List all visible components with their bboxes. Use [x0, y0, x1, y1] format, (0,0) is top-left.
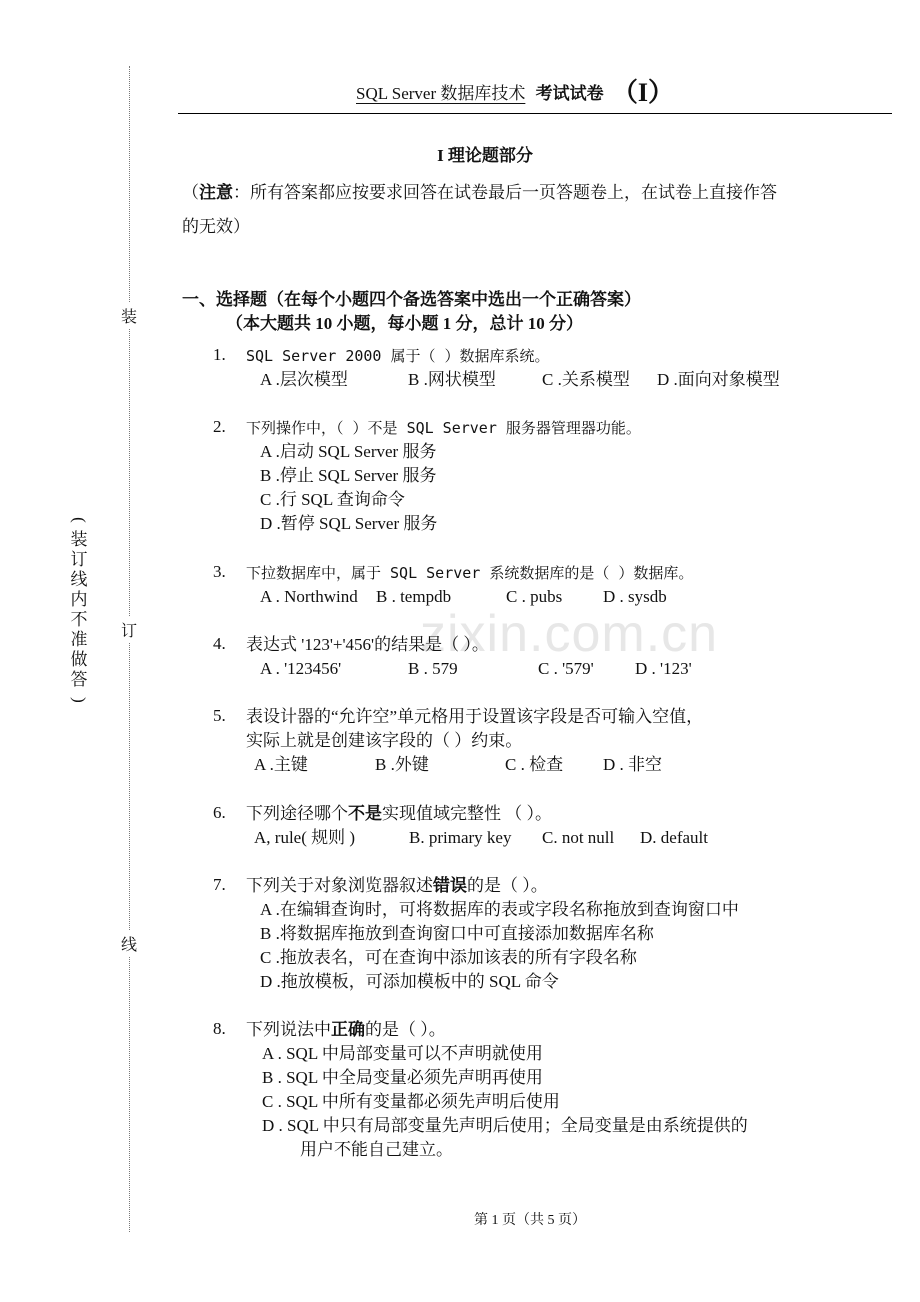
- option: C . '579': [538, 659, 594, 678]
- option: B .外键: [375, 755, 429, 774]
- question-stem: 表设计器的“允许空”单元格用于设置该字段是否可输入空值，: [246, 707, 704, 726]
- binding-char-zhuang: 装: [121, 302, 137, 329]
- option: C . 检查: [505, 755, 564, 774]
- binding-note-char: ): [70, 697, 89, 703]
- option: A . SQL 中局部变量可以不声明就使用: [262, 1044, 543, 1063]
- header-rule: [178, 113, 892, 114]
- question-number: 7.: [213, 875, 226, 894]
- option: A .主键: [254, 755, 308, 774]
- part-heading: 一、选择题（在每个小题四个备选答案中选出一个正确答案）: [182, 290, 641, 309]
- exam-number: （I）: [611, 78, 674, 107]
- binding-note-char: 装: [70, 530, 88, 549]
- option: C . SQL 中所有变量都必须先声明后使用: [262, 1092, 560, 1111]
- notice-label: 注意: [199, 183, 233, 202]
- option: C .关系模型: [542, 370, 630, 389]
- section-title: I 理论题部分: [437, 146, 533, 165]
- notice-open: （: [182, 183, 199, 202]
- binding-note: [69, 510, 89, 710]
- stem-emphasis: 正确: [331, 1020, 365, 1039]
- question-number: 4.: [213, 634, 226, 653]
- option: C .拖放表名，可在查询中添加该表的所有字段名称: [260, 948, 637, 967]
- binding-note-char: 不: [70, 610, 88, 629]
- option: D . 非空: [603, 755, 663, 774]
- option: D . SQL 中只有局部变量先声明后使用；全局变量是由系统提供的: [262, 1116, 748, 1135]
- binding-note-char: 内: [70, 590, 88, 609]
- question-stem: [246, 1019, 446, 1041]
- option: B . tempdb: [376, 587, 452, 606]
- question-number: 8.: [213, 1019, 226, 1038]
- option: D. default: [640, 828, 708, 847]
- exam-header: [356, 72, 674, 109]
- question-number: 2.: [213, 417, 226, 436]
- stem-part: 下列途径哪个: [246, 804, 348, 823]
- option: C. not null: [542, 828, 615, 847]
- binding-note-char: 准: [70, 630, 88, 649]
- option-cont: 用户不能自己建立。: [300, 1140, 453, 1159]
- question-number: 1.: [213, 345, 226, 364]
- course-name: SQL Server 数据库技术: [356, 84, 526, 103]
- binding-note-char: 答: [70, 670, 88, 689]
- question-stem: [246, 803, 552, 825]
- question-stem: 下拉数据库中，属于 SQL Server 系统数据库的是（ ）数据库。: [246, 564, 694, 582]
- notice: [182, 176, 782, 244]
- option: B .网状模型: [408, 370, 496, 389]
- question-stem-cont: 实际上就是创建该字段的（ ）约束。: [246, 731, 523, 750]
- binding-char-ding: 订: [121, 616, 137, 643]
- stem-emphasis: 不是: [348, 804, 382, 823]
- question-stem: SQL Server 2000 属于（ ）数据库系统。: [246, 347, 550, 365]
- binding-note-char: 做: [70, 650, 88, 669]
- binding-note-char: 订: [70, 550, 88, 569]
- option: D .拖放模板，可添加模板中的 SQL 命令: [260, 972, 559, 991]
- option: B .停止 SQL Server 服务: [260, 466, 437, 485]
- option: C .行 SQL 查询命令: [260, 490, 405, 509]
- binding-note-char: 线: [70, 570, 88, 589]
- option: B . SQL 中全局变量必须先声明再使用: [262, 1068, 543, 1087]
- option: C . pubs: [506, 587, 563, 606]
- option: B . 579: [408, 659, 458, 678]
- option: A . '123456': [260, 659, 342, 678]
- stem-emphasis: 错误: [433, 876, 467, 895]
- stem-part: 下列说法中: [246, 1020, 331, 1039]
- binding-dotted-line: [129, 66, 130, 1232]
- exam-title: 考试试卷: [535, 84, 604, 103]
- option: B .将数据库拖放到查询窗口中可直接添加数据库名称: [260, 924, 654, 943]
- option: A . Northwind: [260, 587, 358, 606]
- question-stem: [246, 875, 548, 897]
- option: D .暂停 SQL Server 服务: [260, 514, 438, 533]
- watermark: zixin.com.cn: [420, 605, 719, 663]
- option: D . sysdb: [603, 587, 667, 606]
- binding-char-xian: 线: [121, 930, 137, 957]
- option: A .启动 SQL Server 服务: [260, 442, 437, 461]
- option: A .在编辑查询时，可将数据库的表或字段名称拖放到查询窗口中: [260, 900, 739, 919]
- notice-text: ：所有答案都应按要求回答在试卷最后一页答题卷上，在试卷上直接作答的无效）: [182, 183, 777, 236]
- page-footer: 第 1 页（共 5 页）: [474, 1213, 586, 1228]
- question-number: 5.: [213, 706, 226, 725]
- option: D .面向对象模型: [657, 370, 780, 389]
- question-number: 6.: [213, 803, 226, 822]
- option: A, rule( 规则 ): [254, 828, 356, 847]
- question-number: 3.: [213, 562, 226, 581]
- stem-part: 的是（ ）。: [467, 876, 548, 895]
- binding-note-char: (: [70, 517, 89, 523]
- stem-part: 的是（ ）。: [365, 1020, 446, 1039]
- question-stem: 下列操作中，（ ）不是 SQL Server 服务器管理器功能。: [246, 419, 641, 437]
- part-subheading: （本大题共 10 小题，每小题 1 分，总计 10 分）: [226, 314, 583, 333]
- option: D . '123': [635, 659, 692, 678]
- stem-part: 实现值域完整性 （ ）。: [382, 804, 552, 823]
- option: B. primary key: [409, 828, 512, 847]
- question-stem: 表达式 '123'+'456'的结果是（ ）。: [246, 635, 489, 654]
- option: A .层次模型: [260, 370, 348, 389]
- stem-part: 下列关于对象浏览器叙述: [246, 876, 433, 895]
